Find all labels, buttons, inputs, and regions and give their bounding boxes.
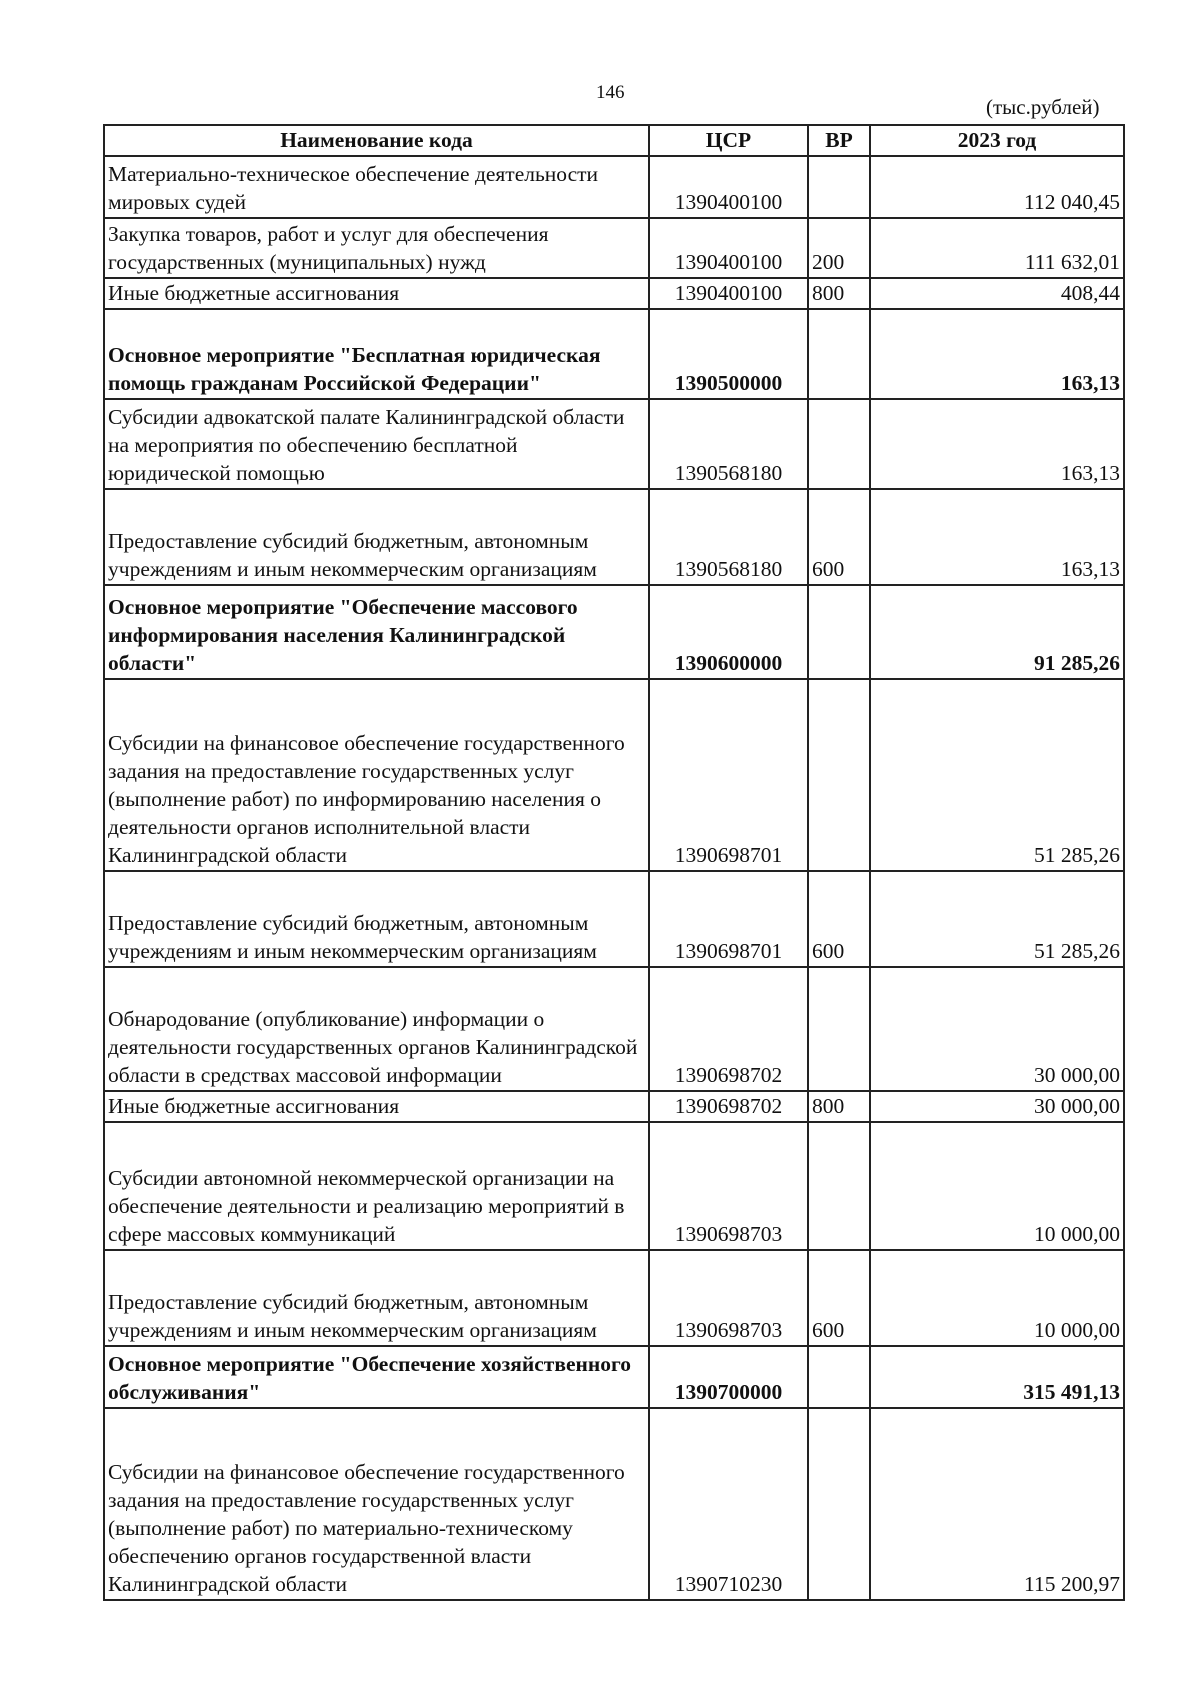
row-name: Предоставление субсидий бюджетным, автономным учреждениям и иным некоммерческим организациям xyxy=(104,489,649,585)
row-vr xyxy=(808,967,870,1091)
row-sum: 10 000,00 xyxy=(870,1122,1124,1250)
table-row xyxy=(104,1250,1124,1346)
row-vr xyxy=(808,399,870,489)
table-row xyxy=(104,1408,1124,1600)
row-name: Основное мероприятие "Обеспечение хозяйственного обслуживания" xyxy=(104,1346,649,1408)
row-name: Субсидии на финансовое обеспечение государственного задания на предоставление государственных услуг (выполнение работ) по информированию населения о деятельности органов исполнительной власти Калининградской области xyxy=(104,679,649,871)
row-name: Предоставление субсидий бюджетным, автономным учреждениям и иным некоммерческим организациям xyxy=(104,1250,649,1346)
row-vr xyxy=(808,1346,870,1408)
row-csr: 1390568180 xyxy=(649,399,808,489)
table-row xyxy=(104,218,1124,278)
table-row xyxy=(104,278,1124,309)
table-row xyxy=(104,156,1124,218)
column-header-sum: 2023 год xyxy=(870,125,1124,156)
row-vr xyxy=(808,585,870,679)
row-vr: 600 xyxy=(808,1250,870,1346)
row-name: Субсидии автономной некоммерческой организации на обеспечение деятельности и реализацию мероприятий в сфере массовых коммуникаций xyxy=(104,1122,649,1250)
row-sum: 30 000,00 xyxy=(870,967,1124,1091)
row-name: Материально-техническое обеспечение деятельности мировых судей xyxy=(104,156,649,218)
table-row xyxy=(104,871,1124,967)
row-name: Предоставление субсидий бюджетным, автономным учреждениям и иным некоммерческим организациям xyxy=(104,871,649,967)
row-vr xyxy=(808,679,870,871)
row-name: Субсидии адвокатской палате Калининградской области на мероприятия по обеспечению бесплатной юридической помощью xyxy=(104,399,649,489)
table-row xyxy=(104,489,1124,585)
row-sum: 163,13 xyxy=(870,489,1124,585)
row-sum: 315 491,13 xyxy=(870,1346,1124,1408)
table-row xyxy=(104,679,1124,871)
row-name: Обнародование (опубликование) информации о деятельности государственных органов Калининградской области в средствах массовой информации xyxy=(104,967,649,1091)
column-header-name: Наименование кода xyxy=(104,125,649,156)
row-csr: 1390400100 xyxy=(649,156,808,218)
row-vr: 800 xyxy=(808,1091,870,1122)
row-name: Основное мероприятие "Обеспечение массового информирования населения Калининградской области" xyxy=(104,585,649,679)
row-csr: 1390568180 xyxy=(649,489,808,585)
row-csr: 1390698701 xyxy=(649,871,808,967)
row-name: Основное мероприятие "Бесплатная юридическая помощь гражданам Российской Федерации" xyxy=(104,309,649,399)
row-sum: 163,13 xyxy=(870,399,1124,489)
row-sum: 163,13 xyxy=(870,309,1124,399)
row-vr: 800 xyxy=(808,278,870,309)
row-csr: 1390698703 xyxy=(649,1250,808,1346)
table-row xyxy=(104,1091,1124,1122)
row-vr: 200 xyxy=(808,218,870,278)
row-csr: 1390400100 xyxy=(649,218,808,278)
row-sum: 91 285,26 xyxy=(870,585,1124,679)
row-vr xyxy=(808,1122,870,1250)
row-csr: 1390698701 xyxy=(649,679,808,871)
row-name: Иные бюджетные ассигнования xyxy=(104,1091,649,1122)
row-sum: 51 285,26 xyxy=(870,679,1124,871)
table-row xyxy=(104,309,1124,399)
row-vr: 600 xyxy=(808,489,870,585)
row-name: Закупка товаров, работ и услуг для обеспечения государственных (муниципальных) нужд xyxy=(104,218,649,278)
row-sum: 10 000,00 xyxy=(870,1250,1124,1346)
row-csr: 1390698702 xyxy=(649,967,808,1091)
table-row xyxy=(104,1346,1124,1408)
row-sum: 112 040,45 xyxy=(870,156,1124,218)
column-header-csr: ЦСР xyxy=(649,125,808,156)
page-number: 146 xyxy=(596,82,625,103)
table-header-row xyxy=(104,125,1124,156)
row-csr: 1390600000 xyxy=(649,585,808,679)
row-sum: 115 200,97 xyxy=(870,1408,1124,1600)
row-csr: 1390698702 xyxy=(649,1091,808,1122)
column-header-vr: ВР xyxy=(808,125,870,156)
row-csr: 1390710230 xyxy=(649,1408,808,1600)
table-row xyxy=(104,1122,1124,1250)
row-vr xyxy=(808,1408,870,1600)
table-row xyxy=(104,967,1124,1091)
budget-table xyxy=(103,124,1125,1601)
row-vr xyxy=(808,156,870,218)
table-row xyxy=(104,399,1124,489)
row-sum: 111 632,01 xyxy=(870,218,1124,278)
unit-label: (тыс.рублей) xyxy=(986,95,1100,119)
row-csr: 1390700000 xyxy=(649,1346,808,1408)
row-csr: 1390400100 xyxy=(649,278,808,309)
row-sum: 408,44 xyxy=(870,278,1124,309)
row-sum: 30 000,00 xyxy=(870,1091,1124,1122)
table-row xyxy=(104,585,1124,679)
row-vr: 600 xyxy=(808,871,870,967)
row-csr: 1390698703 xyxy=(649,1122,808,1250)
row-sum: 51 285,26 xyxy=(870,871,1124,967)
row-vr xyxy=(808,309,870,399)
row-name: Субсидии на финансовое обеспечение государственного задания на предоставление государственных услуг (выполнение работ) по материально-техническому обеспечению органов государственной власти Калининградской области xyxy=(104,1408,649,1600)
row-name: Иные бюджетные ассигнования xyxy=(104,278,649,309)
row-csr: 1390500000 xyxy=(649,309,808,399)
